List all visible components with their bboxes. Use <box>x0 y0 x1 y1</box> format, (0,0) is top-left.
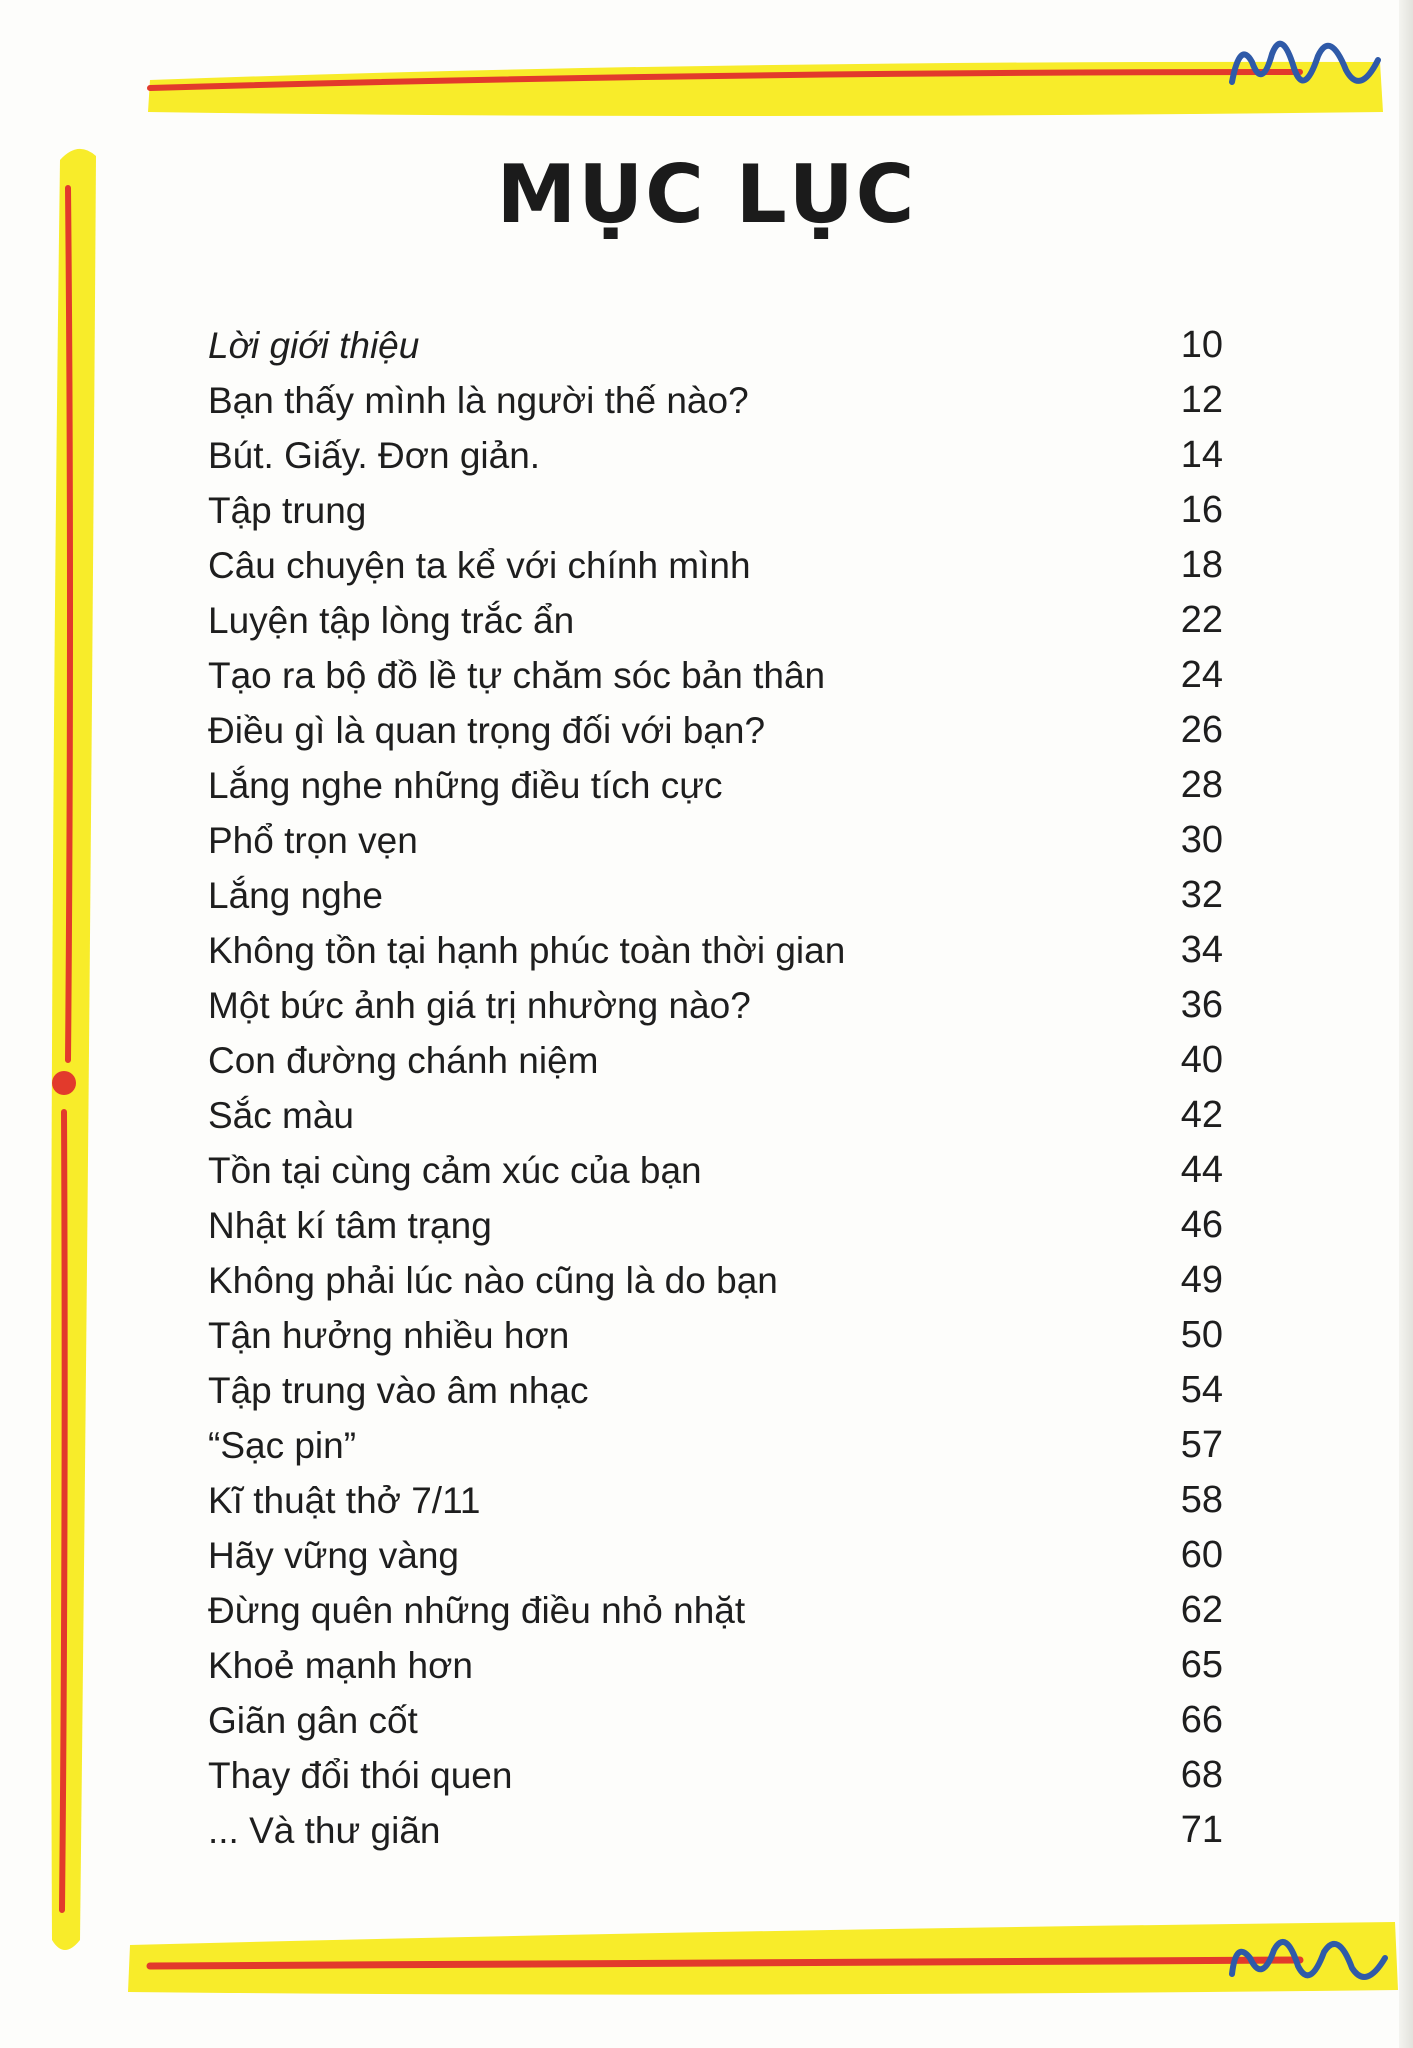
toc-entry-title: Lời giới thiệu <box>208 324 420 366</box>
toc-entry-page-number: 18 <box>1180 544 1223 586</box>
toc-entry-page-number: 12 <box>1180 379 1223 421</box>
toc-entry-title: Thay đổi thói quen <box>208 1754 513 1796</box>
toc-entry <box>208 1308 1223 1363</box>
toc-entry <box>208 1748 1223 1803</box>
toc-entry-title: Câu chuyện ta kể với chính mình <box>208 544 751 586</box>
toc-entry <box>208 758 1223 813</box>
toc-entry-title: Phổ trọn vẹn <box>208 819 418 861</box>
toc-entry <box>208 813 1223 868</box>
toc-entry-title: Không phải lúc nào cũng là do bạn <box>208 1259 778 1301</box>
toc-entry <box>208 1143 1223 1198</box>
toc-entry-title: Lắng nghe <box>208 874 383 916</box>
toc-entry-title: Nhật kí tâm trạng <box>208 1204 492 1246</box>
toc-entry <box>208 1363 1223 1418</box>
toc-entry <box>208 1803 1223 1858</box>
toc-entry <box>208 1693 1223 1748</box>
toc-entry <box>208 593 1223 648</box>
toc-entry-title: Không tồn tại hạnh phúc toàn thời gian <box>208 929 846 971</box>
toc-entry-title: Tạo ra bộ đồ lề tự chăm sóc bản thân <box>208 654 826 696</box>
toc-entry-page-number: 44 <box>1180 1149 1223 1191</box>
toc-entry-title: Giãn gân cốt <box>208 1699 418 1741</box>
toc-entry-title: Bút. Giấy. Đơn giản. <box>208 434 541 476</box>
toc-entry-page-number: 68 <box>1180 1754 1223 1796</box>
toc-entry-page-number: 26 <box>1180 709 1223 751</box>
toc-entry <box>208 1088 1223 1143</box>
toc-entry-page-number: 57 <box>1180 1424 1223 1466</box>
toc-entry-title: Hãy vững vàng <box>208 1534 460 1576</box>
toc-entry-page-number: 28 <box>1180 764 1223 806</box>
toc-entry-title: Sắc màu <box>208 1094 355 1136</box>
toc-entry-page-number: 16 <box>1180 489 1223 531</box>
toc-entry-title: Tập trung <box>208 489 367 531</box>
toc-entry <box>208 648 1223 703</box>
toc-entry <box>208 373 1223 428</box>
toc-entry <box>208 1638 1223 1693</box>
toc-entry <box>208 483 1223 538</box>
toc-entry-page-number: 34 <box>1180 929 1223 971</box>
toc-entry-title: Con đường chánh niệm <box>208 1039 599 1081</box>
toc-entry-page-number: 66 <box>1180 1699 1223 1741</box>
toc-entry-title: Khoẻ mạnh hơn <box>208 1644 473 1686</box>
toc-entry <box>208 538 1223 593</box>
toc-entry <box>208 978 1223 1033</box>
toc-entry-title: Tận hưởng nhiều hơn <box>208 1314 570 1356</box>
left-red-dot <box>52 1071 76 1095</box>
toc-entry-page-number: 58 <box>1180 1479 1223 1521</box>
toc-entry-page-number: 14 <box>1180 434 1223 476</box>
toc-entry <box>208 318 1223 373</box>
toc-entry <box>208 1033 1223 1088</box>
table-of-contents <box>208 318 1223 1858</box>
toc-entry-page-number: 32 <box>1180 874 1223 916</box>
toc-entry-page-number: 50 <box>1180 1314 1223 1356</box>
toc-entry-title: Một bức ảnh giá trị nhường nào? <box>208 984 751 1026</box>
toc-entry-page-number: 62 <box>1180 1589 1223 1631</box>
toc-entry <box>208 1473 1223 1528</box>
toc-entry-page-number: 60 <box>1180 1534 1223 1576</box>
toc-entry <box>208 1528 1223 1583</box>
toc-entry <box>208 1198 1223 1253</box>
toc-entry <box>208 868 1223 923</box>
toc-entry-page-number: 10 <box>1180 324 1223 366</box>
toc-entry-title: Đừng quên những điều nhỏ nhặt <box>208 1589 746 1631</box>
toc-entry <box>208 1418 1223 1473</box>
left-red-line-upper <box>68 188 70 1060</box>
toc-entry-page-number: 54 <box>1180 1369 1223 1411</box>
toc-entry-title: Luyện tập lòng trắc ẩn <box>208 599 575 641</box>
toc-entry-page-number: 40 <box>1180 1039 1223 1081</box>
toc-entry-title: ... Và thư giãn <box>208 1809 441 1851</box>
toc-entry-title: Bạn thấy mình là người thế nào? <box>208 379 749 421</box>
left-yellow-stroke <box>51 149 96 1950</box>
toc-entry-page-number: 71 <box>1180 1809 1223 1851</box>
toc-entry-title: Lắng nghe những điều tích cực <box>208 764 723 806</box>
toc-entry <box>208 923 1223 978</box>
toc-entry-title: Điều gì là quan trọng đối với bạn? <box>208 709 766 751</box>
toc-entry-page-number: 65 <box>1180 1644 1223 1686</box>
toc-entry-title: “Sạc pin” <box>208 1424 357 1466</box>
toc-entry-title: Kĩ thuật thở 7/11 <box>208 1479 481 1521</box>
toc-entry-page-number: 46 <box>1180 1204 1223 1246</box>
toc-entry-page-number: 22 <box>1180 599 1223 641</box>
toc-entry-page-number: 30 <box>1180 819 1223 861</box>
toc-entry <box>208 428 1223 483</box>
toc-entry <box>208 1583 1223 1638</box>
toc-entry <box>208 1253 1223 1308</box>
toc-entry-title: Tồn tại cùng cảm xúc của bạn <box>208 1149 702 1191</box>
toc-entry <box>208 703 1223 758</box>
toc-entry-page-number: 49 <box>1180 1259 1223 1301</box>
toc-entry-title: Tập trung vào âm nhạc <box>208 1369 589 1411</box>
page-title: MỤC LỤC <box>496 148 917 241</box>
toc-entry-page-number: 36 <box>1180 984 1223 1026</box>
toc-entry-page-number: 42 <box>1180 1094 1223 1136</box>
left-red-line-lower <box>62 1112 65 1910</box>
toc-entry-page-number: 24 <box>1180 654 1223 696</box>
